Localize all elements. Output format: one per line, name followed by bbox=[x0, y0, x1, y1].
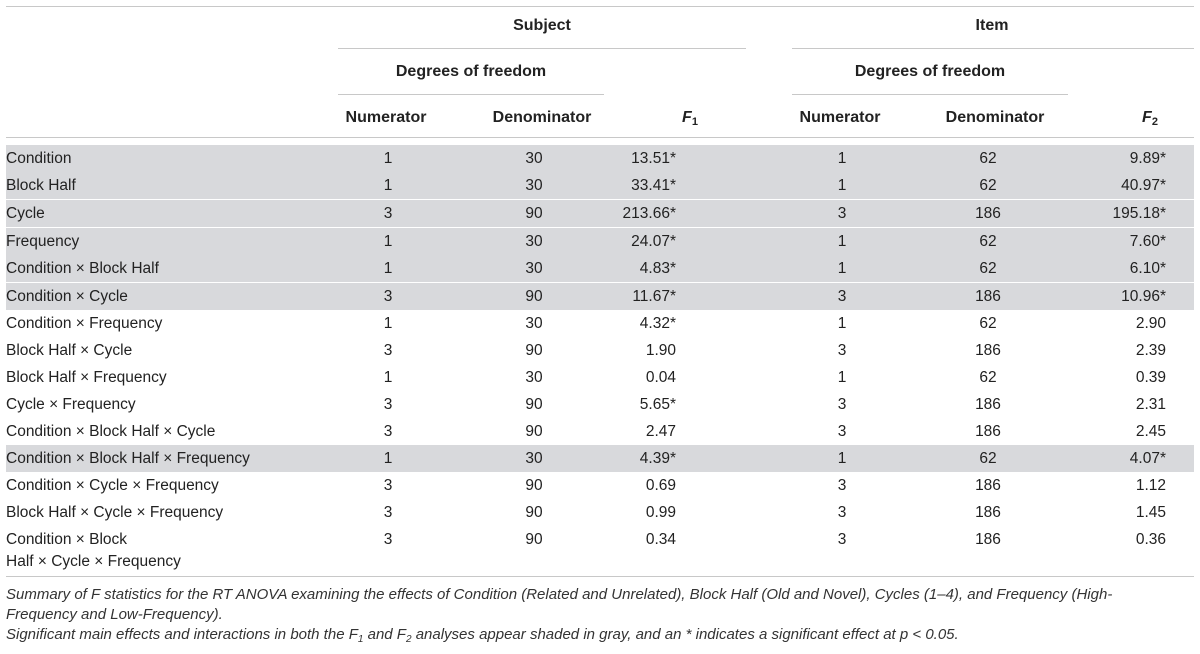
cell-f2: 1.45 bbox=[1135, 504, 1166, 521]
cell-d1: 30 bbox=[525, 450, 543, 467]
cell-f2: 10.96* bbox=[1121, 288, 1166, 305]
cell-d1: 90 bbox=[525, 504, 543, 521]
cell-f2: 1.12 bbox=[1135, 477, 1166, 494]
cell-d1: 90 bbox=[525, 477, 543, 494]
cell-n1: 3 bbox=[383, 477, 393, 494]
cell-d1: 30 bbox=[525, 233, 543, 250]
cell-d2: 62 bbox=[979, 260, 997, 277]
table-row bbox=[6, 283, 1194, 310]
cell-n2: 3 bbox=[837, 205, 847, 222]
item-header: Item bbox=[975, 17, 1009, 34]
cell-n1: 1 bbox=[383, 233, 393, 250]
numerator-header-1: Numerator bbox=[345, 109, 427, 126]
row-label: Frequency bbox=[6, 233, 80, 250]
cell-f2: 195.18* bbox=[1112, 205, 1166, 222]
numerator-header-2: Numerator bbox=[799, 109, 881, 126]
cell-d2: 62 bbox=[979, 233, 997, 250]
denominator-header-1: Denominator bbox=[492, 109, 592, 126]
row-label: Condition × Frequency bbox=[6, 315, 163, 332]
cell-d1: 90 bbox=[525, 288, 543, 305]
row-label: Block Half × Frequency bbox=[6, 369, 167, 386]
cell-n2: 3 bbox=[837, 396, 847, 413]
cell-f1: 0.69 bbox=[645, 477, 676, 494]
cell-f1: 2.47 bbox=[645, 423, 676, 440]
cell-n1: 3 bbox=[383, 288, 393, 305]
cell-d2: 62 bbox=[979, 150, 997, 167]
cell-d2: 62 bbox=[979, 315, 997, 332]
table-row bbox=[6, 310, 1194, 337]
top-rule bbox=[6, 6, 1194, 7]
cell-n2: 3 bbox=[837, 342, 847, 359]
cell-f1: 5.65* bbox=[639, 396, 676, 413]
cell-d1: 30 bbox=[525, 315, 543, 332]
table-row bbox=[6, 499, 1194, 526]
cell-n2: 3 bbox=[837, 504, 847, 521]
cell-f2: 2.39 bbox=[1135, 342, 1166, 359]
cell-f1: 0.04 bbox=[645, 369, 676, 386]
cell-n1: 3 bbox=[383, 342, 393, 359]
cell-f1: 11.67* bbox=[632, 288, 676, 305]
cell-d1: 30 bbox=[525, 177, 543, 194]
table-row bbox=[6, 255, 1194, 282]
cell-f2: 7.60* bbox=[1129, 233, 1166, 250]
cell-d1: 30 bbox=[525, 150, 543, 167]
caption-line-3: Significant main effects and interactions in both the $F_1$ and $F_2$ analyses appear shaded in gray, and an * indicates a significant effect at p < 0.05. bbox=[6, 626, 959, 645]
cell-n2: 1 bbox=[837, 177, 847, 194]
cell-n2: 1 bbox=[837, 315, 847, 332]
cell-d2: 186 bbox=[975, 531, 1001, 548]
cell-f2: 0.36 bbox=[1135, 531, 1166, 548]
cell-d2: 186 bbox=[975, 423, 1001, 440]
row-label: Condition × Block Half × Cycle bbox=[6, 423, 216, 440]
subject-dof-rule bbox=[338, 94, 604, 95]
table-row bbox=[6, 364, 1194, 391]
table-row bbox=[6, 391, 1194, 418]
row-label-continued: Half × Cycle × Frequency bbox=[6, 553, 181, 570]
cell-f1: 213.66* bbox=[622, 205, 676, 222]
cell-d1: 30 bbox=[525, 369, 543, 386]
cell-n1: 1 bbox=[383, 315, 393, 332]
cell-f2: 2.90 bbox=[1135, 315, 1166, 332]
table-row bbox=[6, 445, 1194, 472]
cell-n2: 1 bbox=[837, 450, 847, 467]
cell-n2: 1 bbox=[837, 150, 847, 167]
row-label: Condition bbox=[6, 150, 72, 167]
cell-n1: 1 bbox=[383, 450, 393, 467]
row-label: Cycle bbox=[6, 205, 45, 222]
cell-n1: 1 bbox=[383, 177, 393, 194]
cell-d2: 186 bbox=[975, 504, 1001, 521]
cell-d1: 30 bbox=[525, 260, 543, 277]
cell-d1: 90 bbox=[525, 531, 543, 548]
subject-dof-header: Degrees of freedom bbox=[395, 63, 547, 80]
cell-n1: 1 bbox=[383, 150, 393, 167]
row-label: Block Half × Cycle × Frequency bbox=[6, 504, 224, 521]
cell-f1: 0.99 bbox=[645, 504, 676, 521]
cell-f2: 6.10* bbox=[1129, 260, 1166, 277]
cell-n2: 3 bbox=[837, 423, 847, 440]
cell-n1: 1 bbox=[383, 260, 393, 277]
row-label: Condition × Block Half × Frequency bbox=[6, 450, 250, 467]
table-row bbox=[6, 526, 1194, 572]
f1-header: $F_1$ bbox=[682, 109, 698, 128]
row-label: Condition × Block bbox=[6, 531, 128, 548]
denominator-header-2: Denominator bbox=[945, 109, 1045, 126]
cell-d2: 62 bbox=[979, 450, 997, 467]
row-label: Condition × Cycle bbox=[6, 288, 128, 305]
table-row bbox=[6, 228, 1194, 255]
cell-n2: 3 bbox=[837, 288, 847, 305]
cell-n2: 3 bbox=[837, 477, 847, 494]
table-row bbox=[6, 472, 1194, 499]
cell-d2: 186 bbox=[975, 342, 1001, 359]
caption-line-1: Summary of F statistics for the RT ANOVA examining the effects of Condition (Related and Unrelated), Block Half (Old and Novel), Cycles (1–4), and Frequency (High- bbox=[6, 586, 1113, 603]
row-label: Block Half bbox=[6, 177, 76, 194]
table-row bbox=[6, 418, 1194, 445]
cell-f1: 4.39* bbox=[639, 450, 676, 467]
cell-f2: 0.39 bbox=[1135, 369, 1166, 386]
cell-f1: 13.51* bbox=[631, 150, 676, 167]
cell-d1: 90 bbox=[525, 342, 543, 359]
cell-n2: 1 bbox=[837, 369, 847, 386]
subject-rule bbox=[338, 48, 746, 49]
cell-n1: 3 bbox=[383, 423, 393, 440]
cell-f2: 4.07* bbox=[1129, 450, 1166, 467]
caption-line-2: Frequency and Low-Frequency). bbox=[6, 606, 223, 623]
cell-n1: 1 bbox=[383, 369, 393, 386]
cell-f1: 4.83* bbox=[639, 260, 676, 277]
cell-d1: 90 bbox=[525, 396, 543, 413]
row-label: Condition × Block Half bbox=[6, 260, 159, 277]
table-row bbox=[6, 172, 1194, 199]
subject-header: Subject bbox=[513, 17, 571, 34]
cell-d2: 186 bbox=[975, 396, 1001, 413]
cell-d2: 186 bbox=[975, 288, 1001, 305]
cell-f1: 4.32* bbox=[639, 315, 676, 332]
cell-d2: 186 bbox=[975, 205, 1001, 222]
cell-n1: 3 bbox=[383, 205, 393, 222]
bottom-rule bbox=[6, 576, 1194, 577]
item-rule bbox=[792, 48, 1194, 49]
cell-f2: 2.45 bbox=[1135, 423, 1166, 440]
item-dof-header: Degrees of freedom bbox=[854, 63, 1006, 80]
table-row bbox=[6, 337, 1194, 364]
cell-f2: 40.97* bbox=[1121, 177, 1166, 194]
cell-n1: 3 bbox=[383, 396, 393, 413]
cell-n1: 3 bbox=[383, 531, 393, 548]
item-dof-rule bbox=[792, 94, 1068, 95]
header-bottom-rule bbox=[6, 137, 1194, 138]
f2-header: $F_2$ bbox=[1142, 109, 1158, 128]
cell-f2: 2.31 bbox=[1135, 396, 1166, 413]
cell-n2: 1 bbox=[837, 260, 847, 277]
row-label: Condition × Cycle × Frequency bbox=[6, 477, 219, 494]
table-row bbox=[6, 200, 1194, 227]
table-row bbox=[6, 145, 1194, 172]
cell-n1: 3 bbox=[383, 504, 393, 521]
cell-f1: 33.41* bbox=[631, 177, 676, 194]
cell-f2: 9.89* bbox=[1129, 150, 1166, 167]
cell-f1: 0.34 bbox=[645, 531, 676, 548]
cell-d2: 62 bbox=[979, 177, 997, 194]
cell-d2: 62 bbox=[979, 369, 997, 386]
row-label: Block Half × Cycle bbox=[6, 342, 133, 359]
cell-f1: 1.90 bbox=[645, 342, 676, 359]
cell-d1: 90 bbox=[525, 205, 543, 222]
row-label: Cycle × Frequency bbox=[6, 396, 136, 413]
cell-n2: 3 bbox=[837, 531, 847, 548]
cell-d2: 186 bbox=[975, 477, 1001, 494]
cell-n2: 1 bbox=[837, 233, 847, 250]
table-caption bbox=[6, 585, 1194, 650]
cell-d1: 90 bbox=[525, 423, 543, 440]
cell-f1: 24.07* bbox=[631, 233, 676, 250]
